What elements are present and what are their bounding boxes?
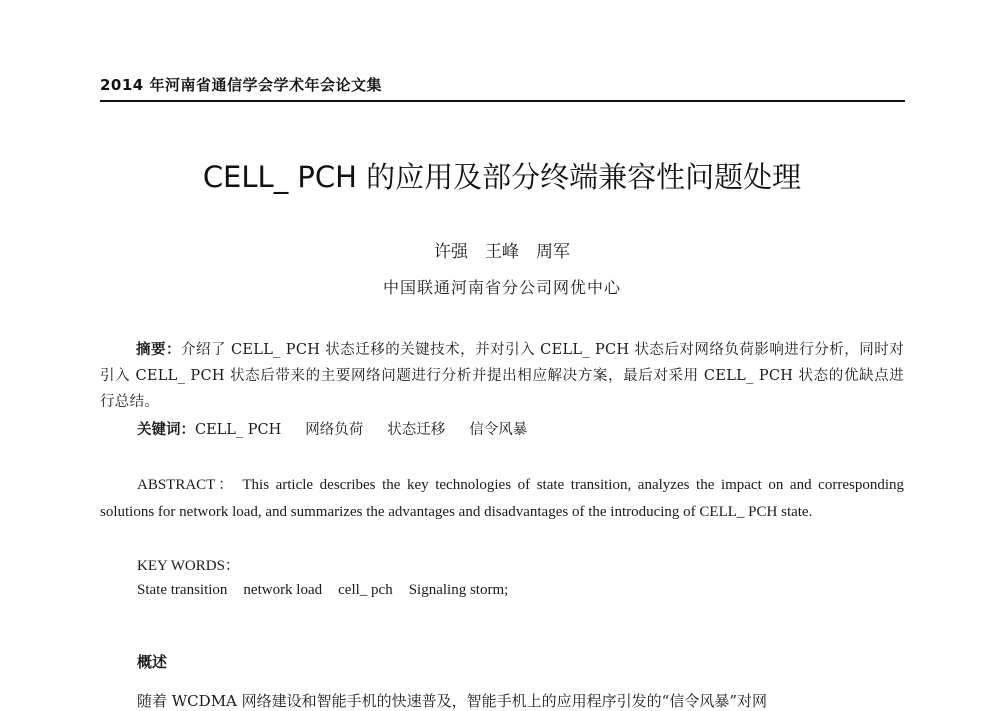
chinese-abstract-text: 介绍了 CELL_ PCH 状态迁移的关键技术，并对引入 CELL_ PCH 状态后对网络负荷影响进行分析，同时对引入 CELL_ PCH 状态后带来的主要网络问题进行分析并提出相应解决方案，最后对采用 CELL_ PCH 状态的优缺点进行总结。 <box>100 342 904 410</box>
english-keyword: Signaling storm; <box>408 582 509 598</box>
english-keyword: State transition <box>137 582 228 598</box>
paper-authors: 许强 王峰 周军 <box>434 242 570 262</box>
paper-affiliation: 中国联通河南省分公司网优中心 <box>382 278 621 297</box>
english-abstract <box>100 472 904 526</box>
chinese-abstract-label: 摘要： <box>136 342 181 358</box>
section-heading: 概述 <box>137 653 168 671</box>
english-keywords <box>137 582 524 599</box>
paper-title: CELL_ PCH 的应用及部分终端兼容性问题处理 <box>202 160 802 194</box>
english-keyword: network load <box>243 582 323 598</box>
chinese-keyword: 信令风暴 <box>469 422 528 438</box>
chinese-keywords <box>137 417 897 443</box>
chinese-keyword: 网络负荷 <box>305 422 364 438</box>
chinese-keywords-label: 关键词： <box>137 422 195 438</box>
body-text-line: 随着 WCDMA 网络建设和智能手机的快速普及，智能手机上的应用程序引发的“信令风暴”对网 <box>137 692 767 710</box>
english-abstract-label: ABSTRACT： <box>137 477 237 493</box>
english-keywords-label: KEY WORDS： <box>137 558 240 574</box>
english-abstract-text: This article describes the key technologies of state transition, analyzes the impact on and corresponding solutions for network load, and summarizes the advantages and disadvantages of the introducing of CELL_ PCH state. <box>100 477 904 520</box>
chinese-keyword: CELL_ PCH <box>195 422 282 438</box>
chinese-keyword: 状态迁移 <box>387 422 446 438</box>
running-header: 2014 年河南省通信学会学术年会论文集 <box>100 76 382 94</box>
chinese-abstract <box>100 337 904 415</box>
english-keyword: cell_ pch <box>338 582 393 598</box>
header-rule <box>100 100 905 102</box>
